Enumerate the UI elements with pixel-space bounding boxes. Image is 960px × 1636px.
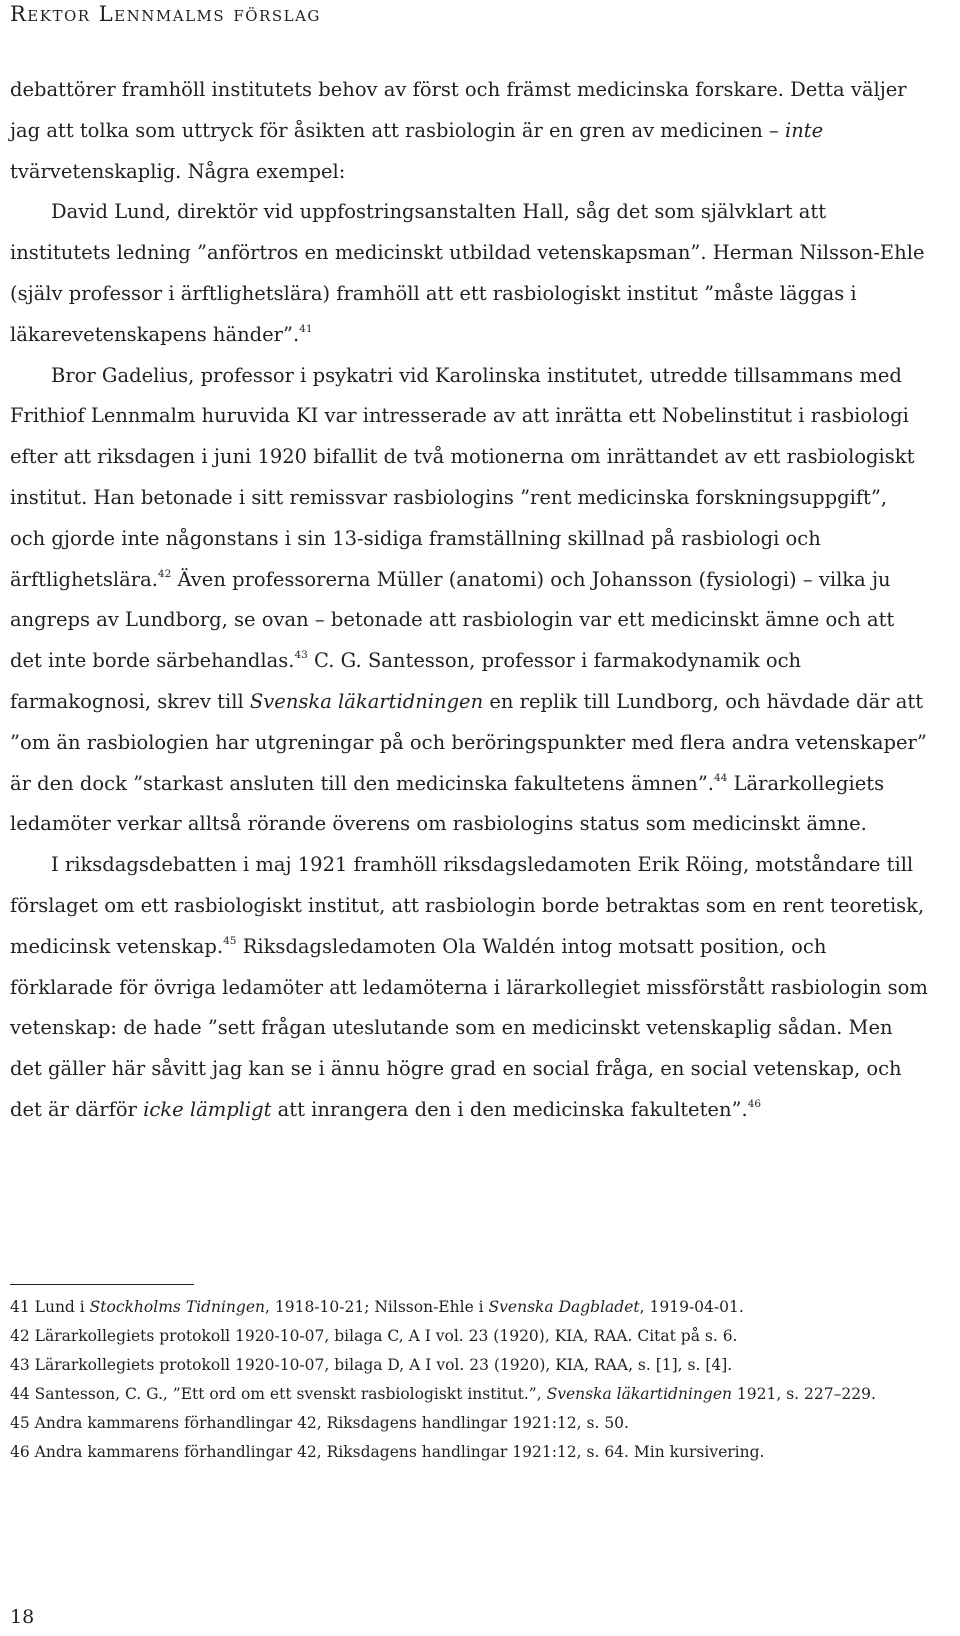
footnote-number: 46 — [10, 1443, 30, 1461]
footnote-reference: 42 — [157, 567, 172, 580]
italic-text: Svenska läkartidningen — [546, 1385, 732, 1403]
italic-text: Stockholms Tidningen — [89, 1298, 265, 1316]
footnote-reference: 45 — [223, 934, 237, 947]
footnote-reference: 44 — [714, 771, 728, 784]
text-run: I riksdagsdebatten i maj 1921 framhöll riksdagsledamoten Erik Röing, motståndare till förslaget om ett rasbiologiskt institut, att rasbiologin borde betraktas som en rent teoretisk, medicinsk vetenskap. — [10, 853, 925, 958]
text-run: Santesson, C. G., ”Ett ord om ett svenskt rasbiologiskt institut.”, — [34, 1385, 547, 1403]
footnote-reference: 43 — [294, 649, 308, 662]
footnote — [10, 1351, 928, 1380]
text-run: , 1918-10-21; Nilsson-Ehle i — [265, 1298, 489, 1316]
footnote-number: 45 — [10, 1414, 30, 1432]
body-text — [10, 70, 928, 1131]
italic-text: Svenska läkartidningen — [249, 689, 484, 713]
paragraph — [10, 70, 928, 192]
text-run: Lärarkollegiets protokoll 1920-10-07, bilaga C, A I vol. 23 (1920), KIA, RAA. Citat på s. 6. — [34, 1327, 738, 1345]
footnotes — [10, 1293, 928, 1467]
text-run: Även professorerna Müller (anatomi) och Johansson (fysiologi) – vilka ju angreps av Lundborg, se ovan – betonade att rasbiologin var ett medicinskt ämne och att det inte borde särbehandlas. — [10, 567, 895, 673]
text-run: , 1919-04-01. — [639, 1298, 744, 1316]
text-run: Lund i — [34, 1298, 90, 1316]
paragraph — [10, 356, 928, 846]
footnote-number: 44 — [10, 1385, 30, 1403]
footnote — [10, 1409, 928, 1438]
text-run: tvärvetenskaplig. Några exempel: — [10, 159, 346, 183]
running-header: Rektor Lennmalms förslag — [10, 2, 321, 26]
text-run: Andra kammarens förhandlingar 42, Riksdagens handlingar 1921:12, s. 64. Min kursivering. — [34, 1443, 765, 1461]
footnote-number: 42 — [10, 1327, 30, 1345]
page-number: 18 — [10, 1606, 35, 1628]
text-run: 1921, s. 227–229. — [731, 1385, 876, 1403]
footnote-reference: 41 — [299, 322, 313, 335]
text-run: Bror Gadelius, professor i psykatri vid Karolinska institutet, utredde tillsammans med Frithiof Lennmalm huruvida KI var intresserade av att inrätta ett Nobelinstitut i rasbiologi efter att riksdagen i juni 1920 bifallit de två motionerna om inrättandet av ett rasbiologiskt institut. Han betonade i sitt remissvar rasbiologins ”rent medicinska forskningsuppgift”, och gjorde inte någonstans i sin 13-sidiga framställning skillnad på rasbiologi och ärftlighetslära. — [10, 363, 915, 591]
italic-text: inte — [785, 118, 824, 142]
paragraph — [10, 192, 928, 355]
text-run: Lärarkollegiets ledamöter verkar alltså rörande överens om rasbiologins status som medicinskt ämne. — [10, 771, 885, 836]
paragraph — [10, 845, 928, 1131]
footnote-number: 43 — [10, 1356, 30, 1374]
text-run: debattörer framhöll institutets behov av först och främst medicinska forskare. Detta väljer jag att tolka som uttryck för åsikten att rasbiologin är en gren av medicinen – — [10, 78, 907, 142]
text-run: David Lund, direktör vid uppfostringsanstalten Hall, såg det som självklart att institutets ledning ”anförtros en medicinskt utbildad vetenskapsman”. Herman Nilsson-Ehle (själv professor i ärftlighetslära) framhöll att ett rasbiologiskt institut ”måste läggas i läkarevetenskapens händer”. — [10, 200, 925, 346]
text-run: C. G. Santesson, professor i farmakodynamik och farmakognosi, skrev till — [10, 649, 802, 713]
italic-text: icke lämpligt — [143, 1097, 272, 1121]
footnote — [10, 1438, 928, 1467]
text-run: att inrangera den i den medicinska fakulteten”. — [271, 1097, 748, 1121]
italic-text: Svenska Dagbladet — [488, 1298, 640, 1316]
footnote-reference: 46 — [747, 1097, 762, 1110]
footnote — [10, 1322, 928, 1351]
text-run: Riksdagsledamoten Ola Waldén intog motsatt position, och förklarade för övriga ledamöter att ledamöterna i lärarkollegiet missförstått rasbiologin som vetenskap: de hade ”sett frågan uteslutande som en medicinskt vetenskaplig sådan. Men det gäller här såvitt jag kan se i ännu högre grad en social fråga, en social vetenskap, och det är därför — [10, 934, 928, 1121]
footnote — [10, 1293, 928, 1322]
text-run: Andra kammarens förhandlingar 42, Riksdagens handlingar 1921:12, s. 50. — [34, 1414, 629, 1432]
text-run: en replik till Lundborg, och hävdade där att ”om än rasbiologien har utgreningar på och beröringspunkter med flera andra vetenskaper” är den dock ”starkast ansluten till den medicinska fakultetens ämnen”. — [10, 689, 927, 795]
text-run: Lärarkollegiets protokoll 1920-10-07, bilaga D, A I vol. 23 (1920), KIA, RAA, s. [1], s. [4]. — [34, 1356, 733, 1374]
footnote-number: 41 — [10, 1298, 30, 1316]
footnote — [10, 1380, 928, 1409]
footnote-divider — [10, 1284, 194, 1285]
